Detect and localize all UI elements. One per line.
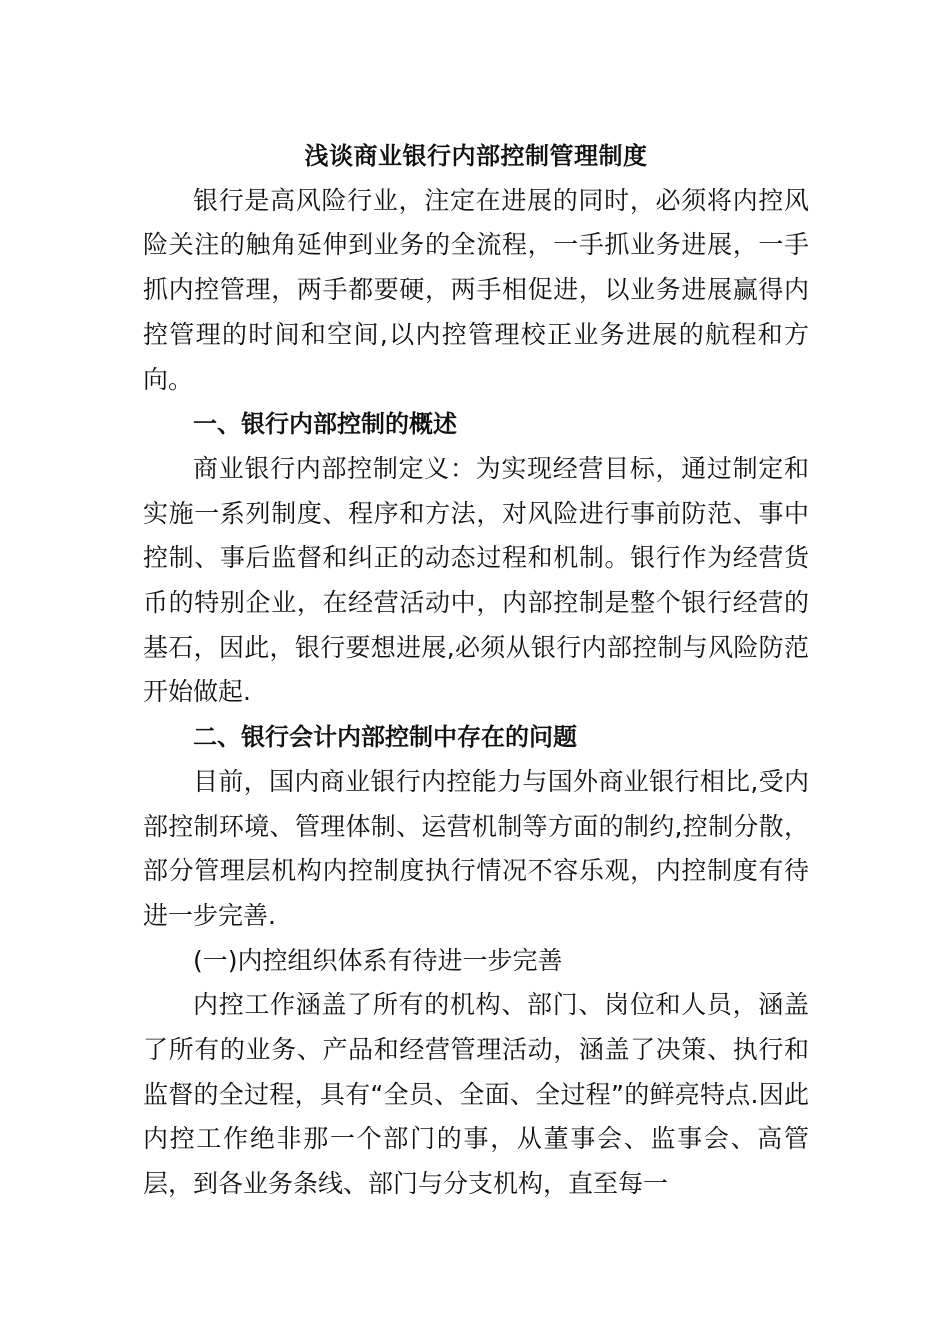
subsection-1-heading: (一)内控组织体系有待进一步完善 — [193, 945, 563, 975]
document-title: 浅谈商业银行内部控制管理制度 — [304, 142, 648, 170]
document-body — [143, 134, 809, 1207]
section-2-paragraph: 目前，国内商业银行内控能力与国外商业银行相比,受内部控制环境、管理体制、运营机制等方面的制约,控制分散，部分管理层机构内控制度执行情况不容乐观，内控制度有待进一步完善. — [143, 766, 809, 930]
subsection-1-paragraph: 内控工作涵盖了所有的机构、部门、岗位和人员，涵盖了所有的业务、产品和经营管理活动，涵盖了决策、执行和监督的全过程，具有“全员、全面、全过程”的鲜亮特点.因此内控工作绝非那一个部门的事，从董事会、监事会、高管层，到各业务条线、部门与分支机构，直至每一 — [143, 990, 809, 1199]
intro-paragraph: 银行是高风险行业，注定在进展的同时，必须将内控风险关注的触角延伸到业务的全流程，一手抓业务进展，一手抓内控管理，两手都要硬，两手相促进，以业务进展赢得内控管理的时间和空间,以内控管理校正业务进展的航程和方向。 — [143, 185, 809, 394]
section-2-heading: 二、银行会计内部控制中存在的问题 — [193, 723, 577, 752]
section-1-heading: 一、银行内部控制的概述 — [193, 410, 457, 439]
section-1-paragraph: 商业银行内部控制定义：为实现经营目标，通过制定和实施一系列制度、程序和方法，对风险进行事前防范、事中控制、事后监督和纠正的动态过程和机制。银行作为经营货币的特别企业，在经营活动中，内部控制是整个银行经营的基石，因此，银行要想进展,必须从银行内部控制与风险防范开始做起. — [143, 453, 809, 707]
